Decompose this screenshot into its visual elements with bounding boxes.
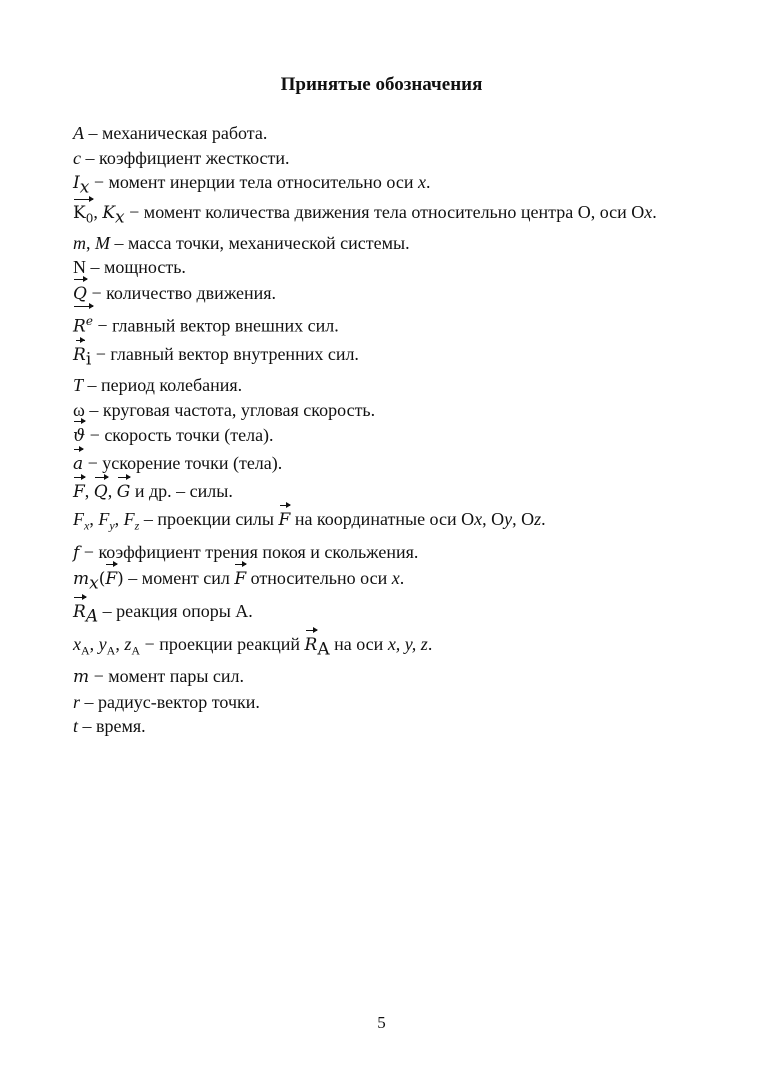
symbol: z [124,633,132,654]
vector-symbol: Q [73,281,87,308]
vector-symbol: R [305,632,318,659]
symbol-subscript: x [115,207,125,228]
symbol-subscript: x [89,573,99,594]
symbol: F [123,509,135,530]
symbol-subscript: x [79,177,90,198]
description: механическая работа. [102,123,268,143]
description: проекции силы [157,509,275,530]
separator: – [81,147,99,168]
symbol-subscript: A [131,643,141,658]
notation-item [73,540,693,566]
symbol-subscript: A [106,643,116,658]
separator: − [124,202,144,223]
description: на оси [334,633,384,654]
symbol-subscript: A [81,643,90,658]
punctuation: . [425,172,431,192]
separator: – [84,399,103,420]
description: реакция опоры А. [116,600,253,621]
vector-symbol: F [105,566,117,593]
symbol: f [73,542,80,563]
symbol-subscript: A [85,606,99,627]
notation-item [73,714,693,739]
separator: − [89,666,109,687]
punctuation: . [541,509,546,530]
symbol: r [73,691,81,712]
symbol-subscript: y [109,518,115,533]
symbol-subscript: i [85,349,92,370]
description: относительно оси [250,568,388,589]
separator: – [86,257,104,278]
description: радиус-вектор точки. [98,691,260,712]
description: силы. [189,481,233,502]
vector-symbol [73,201,93,231]
comma: , [482,509,492,530]
separator: − [85,425,105,446]
separator: – [139,509,158,530]
description: ускорение точки (тела). [102,453,283,474]
vector-symbol: F [279,507,291,534]
punctuation: . [427,633,433,654]
symbol: K [73,203,86,224]
axis-symbol: x [417,172,426,192]
notation-item [73,255,693,280]
symbol: A [73,123,84,143]
axis-symbol: x [644,202,653,223]
paren-close: ) [117,569,124,590]
punctuation: . [399,568,405,589]
separator: – [84,123,102,143]
comma: , [512,509,522,530]
vector-symbol: R [73,599,86,626]
description: масса точки, механической системы. [128,232,410,253]
description: момент сил [141,568,230,589]
symbol-subscript: 0 [85,211,94,226]
comma: , [107,481,117,502]
description: момент инерции тела относительно оси [108,172,414,192]
comma: , [93,202,103,223]
comma: , [89,509,99,530]
symbol: K [102,203,116,224]
separator: − [83,453,103,474]
axis-symbol: x [474,509,483,530]
symbol: m [73,667,90,688]
description: на координатные оси О [294,509,475,530]
paren-open: ( [98,569,106,590]
separator: − [140,633,160,654]
description: главный вектор внешних сил. [112,315,339,336]
separator: − [79,541,99,562]
symbol: c [73,147,81,168]
description: время. [96,716,146,737]
separator: – [123,568,142,589]
axis-symbol: z [534,509,542,530]
symbol: m [73,569,90,590]
separator: – [78,716,97,737]
description: период колебания. [101,375,243,396]
symbol: F [73,509,84,530]
notation-item [73,506,693,540]
description: проекции реакций [159,633,301,654]
comma: , [89,633,99,654]
page-title: Принятые обозначения [280,74,483,95]
notation-list [73,121,693,739]
separator: − [86,282,107,303]
description-tail: и др. [130,481,172,502]
description: главный вектор внутренних сил. [110,343,359,364]
vector-symbol: R [73,342,86,369]
symbol: m [73,232,86,253]
separator: – [171,481,190,502]
vector-symbol: F [73,479,85,506]
description: коэффициент трения покоя и скольжения. [98,541,419,562]
separator: – [83,375,102,396]
notation-item [73,170,693,200]
symbol: N [73,257,86,278]
axis-symbols: x, y, z [387,633,428,654]
notation-item [73,308,693,341]
separator: – [98,600,117,621]
notation-item [73,664,693,690]
separator: − [89,172,109,192]
notation-item [73,422,693,450]
symbol: T [73,375,84,396]
separator: − [91,343,111,364]
notation-item [73,478,693,506]
symbol: F [98,509,110,530]
axis-symbol: x [391,568,400,589]
notation-item [73,200,693,231]
page-number: 5 [377,1013,386,1032]
separator: – [80,691,99,712]
symbol: I [73,173,80,193]
notation-item [73,398,693,423]
description: момент количества движения тела относительно центра О, оси О [143,202,645,223]
symbol-subscript: A [317,639,330,660]
description: скорость точки (тела). [104,425,274,446]
comma: , [86,232,95,253]
symbol: R [73,316,86,337]
comma: , [115,633,125,654]
symbol: t [73,716,79,737]
description: круговая частота, угловая скорость. [102,399,376,420]
vector-symbol: ϑ [73,423,85,450]
description: коэффициент жесткости. [99,147,290,168]
axis-prefix: О [521,509,535,530]
punctuation: . [652,202,657,223]
symbol-subscript: z [134,518,140,533]
notation-item [73,373,693,398]
notation-item [73,121,693,146]
axis-symbol: y [504,509,513,530]
notation-item [73,450,693,478]
description: количество движения. [106,282,277,303]
notation-item [73,341,693,374]
separator: – [110,232,128,253]
description: момент пары сил. [108,666,245,687]
comma: , [84,481,94,502]
notation-item [73,598,693,631]
vector-symbol: G [117,479,131,506]
notation-item [73,280,693,308]
notation-item [73,690,693,715]
symbol: ω [73,399,85,420]
separator: − [92,315,113,336]
notation-item [73,565,693,598]
symbol-subscript: x [84,518,90,533]
notation-item [73,231,693,256]
symbol: x [73,633,81,654]
axis-prefix: О [491,509,505,530]
notation-item [73,631,693,665]
vector-symbol: Q [94,479,108,506]
symbol: M [95,232,110,253]
description: мощность. [104,257,186,278]
notation-item [73,146,693,171]
vector-symbol: F [234,566,246,593]
symbol-superscript: e [85,313,93,328]
vector-symbol: a [73,451,83,478]
comma: , [114,509,124,530]
symbol: y [98,633,107,654]
